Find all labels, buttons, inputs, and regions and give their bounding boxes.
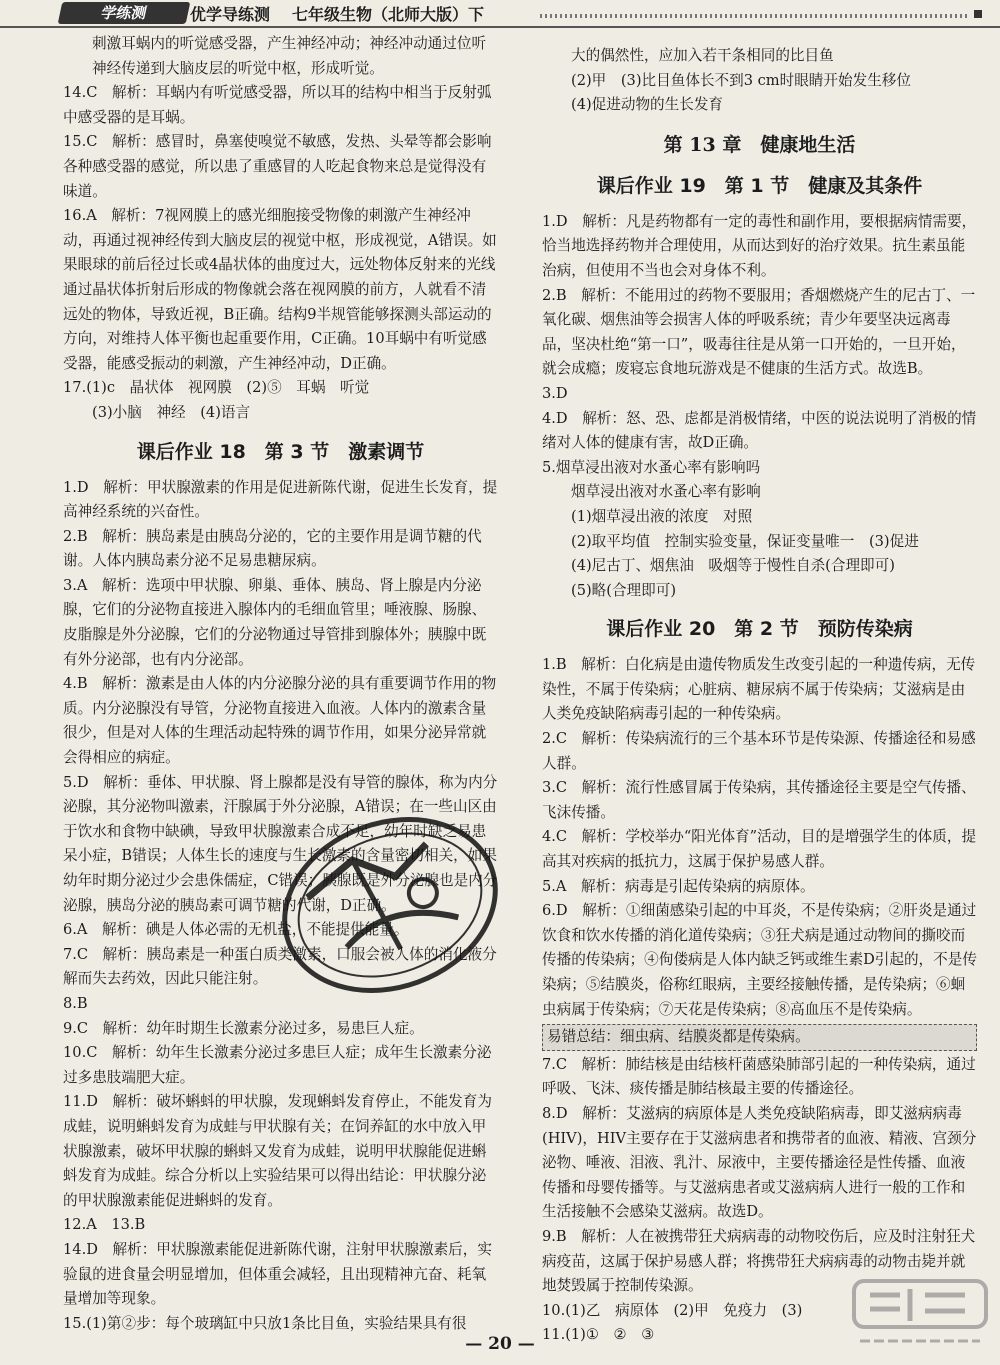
page-header xyxy=(0,0,1000,28)
left-column xyxy=(63,32,498,1336)
watermark-logo xyxy=(850,1275,990,1355)
answer-paragraph: 4.C 解析：学校举办“阳光体育”活动，目的是增强学生的体质，提高其对疾病的抵抗力，这属于保护易感人群。 xyxy=(542,828,977,871)
brand-logo: 学练测 xyxy=(58,2,191,24)
answer-paragraph: 刺激耳蜗内的听觉感受器，产生神经冲动；神经冲动通过位听神经传递到大脑皮层的听觉中枢，形成听觉。 xyxy=(92,35,487,77)
answer-paragraph: 7.C 解析：肺结核是由结核杆菌感染肺部引起的一种传染病，通过呼吸、飞沫、痰传播是肺结核最主要的传播途径。 xyxy=(542,1055,976,1098)
answer-paragraph: 3.C 解析：流行性感冒属于传染病，其传播途径主要是空气传播、飞沫传播。 xyxy=(542,779,976,821)
answer-paragraph: 2.B 解析：胰岛素是由胰岛分泌的，它的主要作用是调节糖的代谢。人体内胰岛素分泌不足易患糖尿病。 xyxy=(63,527,482,570)
answer-paragraph: (5)略(合理即可) xyxy=(571,581,677,599)
answer-paragraph: 6.A 解析：碘是人体必需的无机盐，不能提供能量。 xyxy=(63,921,409,939)
answer-paragraph: (2)甲 (3)比目鱼体长不到3 cm时眼睛开始发生移位 xyxy=(571,71,911,89)
answer-paragraph: 1.D 解析：甲状腺激素的作用是促进新陈代谢，促进生长发育，提高神经系统的兴奋性。 xyxy=(63,478,498,521)
answer-paragraph: 17.(1)c 晶状体 视网膜 (2)⑤ 耳蜗 听觉 xyxy=(63,379,370,397)
answer-paragraph: 12.A 13.B xyxy=(63,1216,146,1234)
chapter-title: 第 13 章 健康地生活 xyxy=(663,133,856,156)
section-heading: 课后作业 18 第 3 节 激素调节 xyxy=(136,440,425,463)
answer-paragraph: 5.烟草浸出液对水蚤心率有影响吗 xyxy=(542,458,761,476)
answer-paragraph: 4.D 解析：怒、恐、虑都是消极情绪，中医的说法说明了消极的情绪对人体的健康有害，故D正确。 xyxy=(542,409,977,452)
answer-paragraph: 8.D 解析：艾滋病的病原体是人类免疫缺陷病毒，即艾滋病病毒(HIV)，HIV主要存在于艾滋病患者和携带者的血液、精液、宫颈分泌物、唾液、泪液、乳汁、尿液中，主要传播途径是性传播、血液传播和母婴传播等。与艾滋病患者或艾滋病病人进行一般的工作和生活接触不会感染艾滋病。故选D。 xyxy=(542,1104,977,1221)
answer-paragraph: 9.C 解析：幼年时期生长激素分泌过多，易患巨人症。 xyxy=(63,1019,424,1037)
answer-paragraph: 1.B 解析：白化病是由遗传物质发生改变引起的一种遗传病，无传染性，不属于传染病；心脏病、糖尿病不属于传染病；艾滋病是由人类免疫缺陷病毒引起的一种传染病。 xyxy=(542,656,976,723)
answer-paragraph: (4)促进动物的生长发育 xyxy=(571,96,724,114)
answer-paragraph: 7.C 解析：胰岛素是一种蛋白质类激素，口服会被人体的消化液分解而失去药效，因此只能注射。 xyxy=(63,945,497,988)
answer-paragraph: 3.A 解析：选项中甲状腺、卵巢、垂体、胰岛、肾上腺是内分泌腺，它们的分泌物直接进入腺体内的毛细血管里；唾液腺、肠腺、皮脂腺是外分泌腺，它们的分泌物通过导管排到腺体外；胰腺中既有外分泌部，也有内分泌部。 xyxy=(63,576,487,668)
header-rule xyxy=(540,14,970,18)
section-heading: 课后作业 19 第 1 节 健康及其条件 xyxy=(596,174,923,197)
answer-paragraph: 10.(1)乙 病原体 (2)甲 免疫力 (3) xyxy=(542,1301,803,1319)
answer-paragraph: 8.B xyxy=(63,994,88,1012)
answer-paragraph: 10.C 解析：幼年生长激素分泌过多患巨人症；成年生长激素分泌过多患肢端肥大症。 xyxy=(63,1044,492,1086)
answer-paragraph: 11.(1)① ② ③ xyxy=(542,1326,655,1344)
answer-paragraph: 11.D 解析：破坏蝌蚪的甲状腺，发现蝌蚪发育停止，不能发育为成蛙，说明蝌蚪发育为成蛙与甲状腺有关；在饲养缸的水中放入甲状腺激素，破坏甲状腺的蝌蚪又发育为成蛙，说明甲状腺能促进蝌蚪发育为成蛙。综合分析以上实验结果可以得出结论：甲状腺分泌的甲状腺激素能促进蝌蚪的发育。 xyxy=(63,1093,492,1209)
answer-paragraph: 15.C 解析：感冒时，鼻塞使嗅觉不敏感，发热、头晕等都会影响各种感受器的感觉，所以患了重感冒的人吃起食物来总是觉得没有味道。 xyxy=(63,133,492,200)
answer-paragraph: 14.C 解析：耳蜗内有听觉感受器，所以耳的结构中相当于反射弧中感受器的是耳蜗。 xyxy=(63,84,492,126)
answer-paragraph: 3.D xyxy=(542,384,568,402)
answer-paragraph: 16.A 解析：7视网膜上的感光细胞接受物像的刺激产生神经冲动，再通过视神经传到大脑皮层的视觉中枢，形成视觉，A错误。如果眼球的前后径过长或4晶状体的曲度过大，远处物体反射来的光线通过晶状体折射后形成的物像就会落在视网膜的前方，人就看不清远处的物体，导致近视，B正确。结构9半规管能够探测头部运动的方向，对维持人体平衡也起重要作用，C正确。10耳蜗中有听觉感受器，能感受振动的刺激，产生神经冲动，D正确。 xyxy=(63,207,497,372)
page-number: — 20 — xyxy=(465,1334,535,1354)
answer-paragraph: 2.C 解析：传染病流行的三个基本环节是传染源、传播途径和易感人群。 xyxy=(542,730,976,772)
header-dot xyxy=(974,10,982,18)
answer-paragraph: 大的偶然性，应加入若干条相同的比目鱼 xyxy=(571,47,834,64)
answer-paragraph: 5.A 解析：病毒是引起传染病的病原体。 xyxy=(542,877,815,895)
answer-paragraph: 15.(1)第②步：每个玻璃缸中只放1条比目鱼，实验结果具有很 xyxy=(63,1314,467,1332)
answer-paragraph: 14.D 解析：甲状腺激素能促进新陈代谢，注射甲状腺激素后，实验鼠的进食量会明显增加，但体重会减轻，且出现精神亢奋、耗氧量增加等现象。 xyxy=(63,1240,492,1308)
answer-paragraph: (1)烟草浸出液的浓度 对照 xyxy=(571,507,753,525)
answer-paragraph: 6.D 解析：①细菌感染引起的中耳炎，不是传染病；②肝炎是通过饮食和饮水传播的消化道传染病；③狂犬病是通过动物间的撕咬而传播的传染病；④佝偻病是人体内缺乏钙或维生素D引起的，不是传染病；⑤结膜炎，俗称红眼病，主要经接触传播，是传染病；⑥蛔虫病属于传染病；⑦天花是传染病；⑧高血压不是传染病。 xyxy=(542,902,977,1018)
tip-box: 易错总结：细虫病、结膜炎都是传染病。 xyxy=(542,1024,977,1051)
book-subtitle: 七年级生物（北师大版）下 xyxy=(292,5,485,24)
answer-paragraph: 烟草浸出液对水蚤心率有影响 xyxy=(571,483,761,501)
book-title: 优学导练测 xyxy=(190,5,271,24)
answer-paragraph: (3)小脑 神经 (4)语言 xyxy=(92,403,251,421)
section-heading: 课后作业 20 第 2 节 预防传染病 xyxy=(606,618,913,641)
answer-paragraph: (2)取平均值 控制实验变量，保证变量唯一 (3)促进 xyxy=(571,532,919,550)
answer-paragraph: 2.B 解析：不能用过的药物不要服用；香烟燃烧产生的尼古丁、一氧化碳、烟焦油等会损害人体的呼吸系统；青少年要坚决远离毒品，坚决杜绝“第一口”，吸毒往往是从第一口开始的，一旦开始，就会成瘾；废寝忘食地玩游戏是不健康的生活方式。故选B。 xyxy=(542,286,976,378)
answer-paragraph: 5.D 解析：垂体、甲状腺、肾上腺都是没有导管的腺体，称为内分泌腺，其分泌物叫激素，汗腺属于外分泌腺，A错误；在一些山区由于饮水和食物中缺碘，导致甲状腺激素合成不足，幼年时缺乏易患呆小症，B错误；人体生长的速度与生长激素的含量密切相关，如果幼年时期分泌过少会患侏儒症，C错误；胰腺既是外分泌腺也是内分泌腺，胰岛分泌的胰岛素可调节糖的代谢，D正确。 xyxy=(63,773,498,914)
answer-paragraph: 1.D 解析：凡是药物都有一定的毒性和副作用，要根据病情需要，恰当地选择药物并合理使用，从而达到好的治疗效果。抗生素虽能治病，但使用不当也会对身体不利。 xyxy=(542,212,977,279)
answer-paragraph: 9.B 解析：人在被携带狂犬病病毒的动物咬伤后，应及时注射狂犬病疫苗，这属于保护易感人群；将携带狂犬病病毒的动物击毙并就地焚毁属于控制传染源。 xyxy=(542,1227,976,1295)
answer-paragraph: (4)尼古丁、烟焦油 吸烟等于慢性自杀(合理即可) xyxy=(571,557,895,575)
answer-paragraph: 4.B 解析：激素是由人体的内分泌腺分泌的具有重要调节作用的物质。内分泌腺没有导管，分泌物直接进入血液。人体内的激素含量很少，但是对人体的生理活动起特殊的调节作用，如果分泌异常就会得相应的病症。 xyxy=(63,675,497,767)
right-column xyxy=(542,44,977,1348)
